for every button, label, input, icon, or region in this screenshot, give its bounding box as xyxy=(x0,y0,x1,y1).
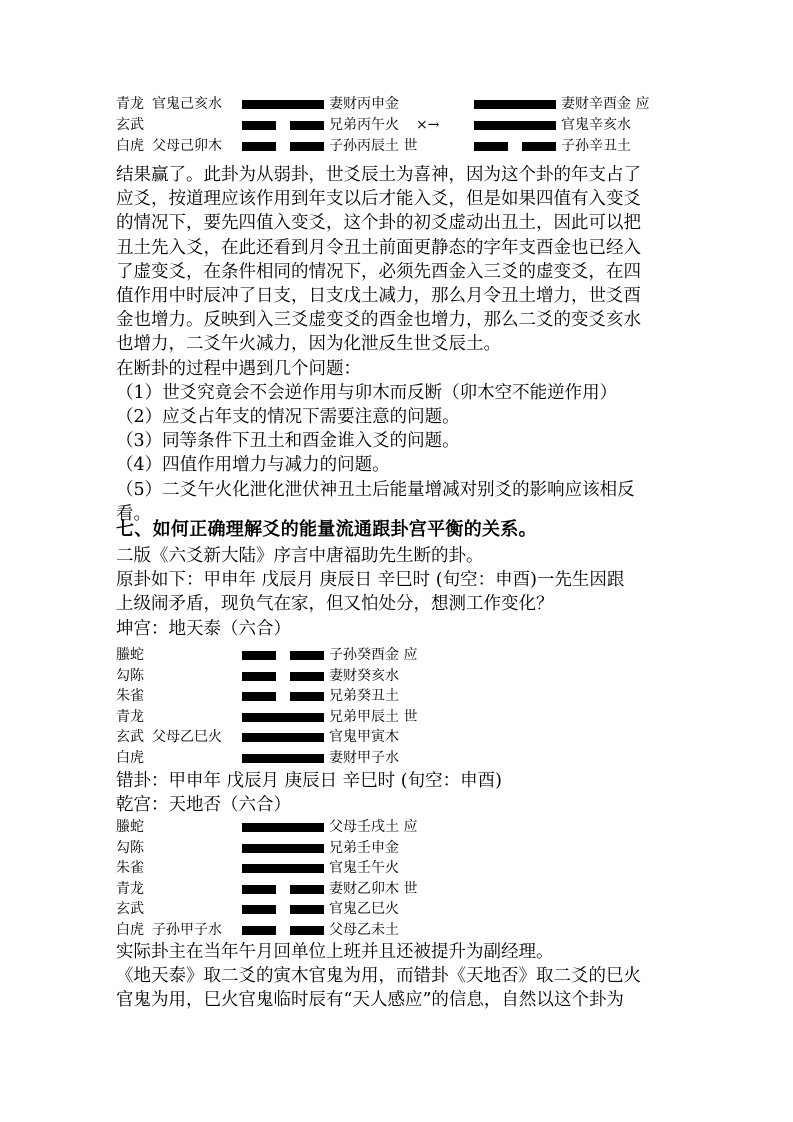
yao-row xyxy=(116,817,716,838)
yao-row xyxy=(116,94,716,115)
yin-bar-right xyxy=(290,651,324,660)
yin-bar-left xyxy=(242,905,276,914)
cuogua-paragraph xyxy=(116,769,676,817)
yang-bar xyxy=(242,733,324,742)
six-beast-label: 青龙 xyxy=(116,96,144,112)
yin-bar-right xyxy=(290,926,324,935)
yao-row xyxy=(116,686,716,707)
text-line: 丑土先入爻，在此还看到月令丑土前面更静态的字年支酉金也已经入 xyxy=(116,237,641,258)
yin-bar-left xyxy=(242,692,276,701)
yang-bar xyxy=(242,844,324,853)
hidden-spirit-label: 父母乙巳火 xyxy=(152,729,222,745)
yao-row xyxy=(116,838,716,859)
text-line: （2）应爻占年支的情况下需要注意的问题。 xyxy=(116,407,460,428)
section-heading: 七、如何正确理解爻的能量流通跟卦宫平衡的关系。 xyxy=(116,519,537,540)
text-line: （4）四值作用增力与减力的问题。 xyxy=(116,455,390,476)
six-beast-label: 勾陈 xyxy=(116,839,144,856)
text-line: 了虚变爻，在条件相同的情况下，必须先酉金入三爻的虚变爻，在四 xyxy=(116,261,641,282)
yang-yao-line xyxy=(242,713,324,722)
six-beast-label: 青龙 xyxy=(116,708,144,725)
yin-yao-line xyxy=(242,905,324,914)
yin-bar-right xyxy=(290,905,324,914)
yin-changed-yao-line xyxy=(474,142,556,151)
yao-relation-label: 妻财癸亥水 xyxy=(329,667,399,684)
six-beast-label: 勾陈 xyxy=(116,667,144,684)
yin-bar-left xyxy=(242,121,276,130)
yin-bar-left xyxy=(242,885,276,894)
yang-bar xyxy=(474,100,556,109)
yao-relation-label: 兄弟甲辰土 世 xyxy=(329,708,418,725)
text-line: 官鬼为用，巳火官鬼临时辰有“天人感应”的信息，自然以这个卦为 xyxy=(116,990,624,1011)
yao-relation-label: 兄弟壬申金 xyxy=(329,839,399,856)
six-beast-label: 玄武 xyxy=(116,901,144,917)
yang-yao-line xyxy=(242,844,324,853)
six-beast-label: 玄武 xyxy=(116,117,144,133)
yao-row xyxy=(116,707,716,728)
yang-bar xyxy=(474,121,556,130)
yang-bar xyxy=(242,864,324,873)
yao-row xyxy=(116,858,716,879)
yao-relation-label: 妻财甲子水 xyxy=(329,749,399,766)
yao-relation-label: 官鬼乙巳火 xyxy=(329,901,399,917)
yao-row xyxy=(116,748,716,769)
analysis-paragraph xyxy=(116,163,676,526)
yao-relation-label: 兄弟癸丑土 xyxy=(329,688,399,704)
six-beast-label: 白虎 xyxy=(116,138,144,154)
yin-bar-right xyxy=(522,142,556,151)
yin-bar-right xyxy=(290,692,324,701)
yao-row xyxy=(116,899,716,920)
yang-changed-yao-line xyxy=(474,121,556,130)
yin-bar-left xyxy=(474,142,508,151)
hidden-spirit-label: 父母己卯木 xyxy=(152,138,222,154)
text-line: 《地天泰》取二爻的寅木官鬼为用，而错卦《天地否》取二爻的巳火 xyxy=(116,966,641,987)
text-line: 值作用中时辰冲了日支，日支戊土减力，那么月令丑土增力，世爻酉 xyxy=(116,286,641,307)
moving-yao-arrow-icon: ×→ xyxy=(416,117,440,133)
six-beast-label: 螣蛇 xyxy=(116,647,144,663)
yin-bar-right xyxy=(290,885,324,894)
yang-yao-line xyxy=(242,733,324,742)
yao-row xyxy=(116,115,716,136)
text-line: 坤宫：地天泰（六合） xyxy=(116,618,291,639)
yang-yao-line xyxy=(242,754,324,763)
yao-relation-label: 子孙癸酉金 应 xyxy=(329,647,418,663)
six-beast-label: 白虎 xyxy=(116,749,144,766)
text-line: 也增力，二爻午火减力，因为化泄反生世爻辰土。 xyxy=(116,334,501,355)
six-beast-label: 朱雀 xyxy=(116,860,144,876)
changed-yao-relation-label: 子孙辛丑土 xyxy=(561,138,631,154)
text-line: 结果赢了。此卦为从弱卦，世爻辰土为喜神，因为这个卦的年支占了 xyxy=(116,165,641,185)
text-line: 应爻，按道理应该作用到年支以后才能入爻，但是如果四值有入变爻 xyxy=(116,189,641,210)
six-beast-label: 青龙 xyxy=(116,880,144,897)
text-line: （5）二爻午火化泄化泄伏神丑土后能量增减对别爻的影响应该相反 xyxy=(116,479,635,500)
yao-relation-label: 父母壬戌土 应 xyxy=(329,819,418,835)
yao-relation-label: 兄弟丙午火 xyxy=(329,117,399,133)
text-line: 金也增力。反映到入三爻虚变爻的酉金也增力，那么二爻的变爻亥水 xyxy=(116,310,641,331)
six-beast-label: 玄武 xyxy=(116,729,144,745)
text-line: （1）世爻究竟会不会逆作用与卯木而反断（卯木空不能逆作用） xyxy=(116,382,618,403)
yao-relation-label: 父母乙未土 xyxy=(329,921,399,938)
yao-relation-label: 子孙丙辰土 世 xyxy=(329,138,418,154)
yin-yao-line xyxy=(242,926,324,935)
text-line: 乾宫：天地否（六合） xyxy=(116,795,291,816)
yin-bar-right xyxy=(290,672,324,681)
yao-row xyxy=(116,920,716,941)
yang-yao-line xyxy=(242,823,324,832)
yao-relation-label: 妻财乙卯木 世 xyxy=(329,880,418,897)
yin-bar-left xyxy=(242,142,276,151)
yao-row xyxy=(116,136,716,157)
yin-bar-left xyxy=(242,672,276,681)
yin-yao-line xyxy=(242,121,324,130)
yang-bar xyxy=(242,823,324,832)
yin-yao-line xyxy=(242,651,324,660)
yao-relation-label: 官鬼壬午火 xyxy=(329,860,399,876)
conclusion-paragraph xyxy=(116,940,676,1013)
yang-bar xyxy=(242,100,324,109)
six-beast-label: 螣蛇 xyxy=(116,819,144,835)
yao-relation-label: 官鬼甲寅木 xyxy=(329,729,399,745)
text-line: 实际卦主在当年午月回单位上班并且还被提升为副经理。 xyxy=(116,942,554,962)
yang-yao-line xyxy=(242,100,324,109)
yin-yao-line xyxy=(242,142,324,151)
yao-relation-label: 妻财丙申金 xyxy=(329,96,399,112)
case-intro-paragraph xyxy=(116,544,676,641)
text-line: 错卦：甲申年 戊辰月 庚辰日 辛巳时 (旬空：申酉) xyxy=(116,771,502,791)
yin-yao-line xyxy=(242,672,324,681)
changed-yao-relation-label: 官鬼辛亥水 xyxy=(561,117,631,133)
yao-row xyxy=(116,666,716,687)
hidden-spirit-label: 子孙甲子水 xyxy=(152,921,222,938)
hidden-spirit-label: 官鬼己亥水 xyxy=(152,96,222,112)
six-beast-label: 白虎 xyxy=(116,921,144,938)
text-line: 二版《六爻新大陆》序言中唐福助先生断的卦。 xyxy=(116,546,484,566)
yang-changed-yao-line xyxy=(474,100,556,109)
yin-bar-right xyxy=(290,142,324,151)
yin-bar-right xyxy=(290,121,324,130)
text-line: 在断卦的过程中遇到几个问题： xyxy=(116,358,361,379)
yin-yao-line xyxy=(242,692,324,701)
yin-bar-left xyxy=(242,651,276,660)
yao-row xyxy=(116,645,716,666)
text-line: 的情况下，要先四值入变爻，这个卦的初爻虚动出丑土，因此可以把 xyxy=(116,213,641,234)
yang-bar xyxy=(242,713,324,722)
yin-yao-line xyxy=(242,885,324,894)
text-line: （3）同等条件下丑土和酉金谁入爻的问题。 xyxy=(116,431,460,452)
text-line: 原卦如下：甲申年 戊辰月 庚辰日 辛巳时 (旬空：申酉)一先生因跟 xyxy=(116,570,625,591)
yao-row xyxy=(116,727,716,748)
text-line: 上级闹矛盾，现负气在家，但又怕处分，想测工作变化？ xyxy=(116,594,554,615)
yin-bar-left xyxy=(242,926,276,935)
text-line: 看。 xyxy=(116,503,151,524)
yang-yao-line xyxy=(242,864,324,873)
yao-row xyxy=(116,879,716,900)
yang-bar xyxy=(242,754,324,763)
six-beast-label: 朱雀 xyxy=(116,688,144,704)
changed-yao-relation-label: 妻财辛酉金 应 xyxy=(561,96,650,112)
